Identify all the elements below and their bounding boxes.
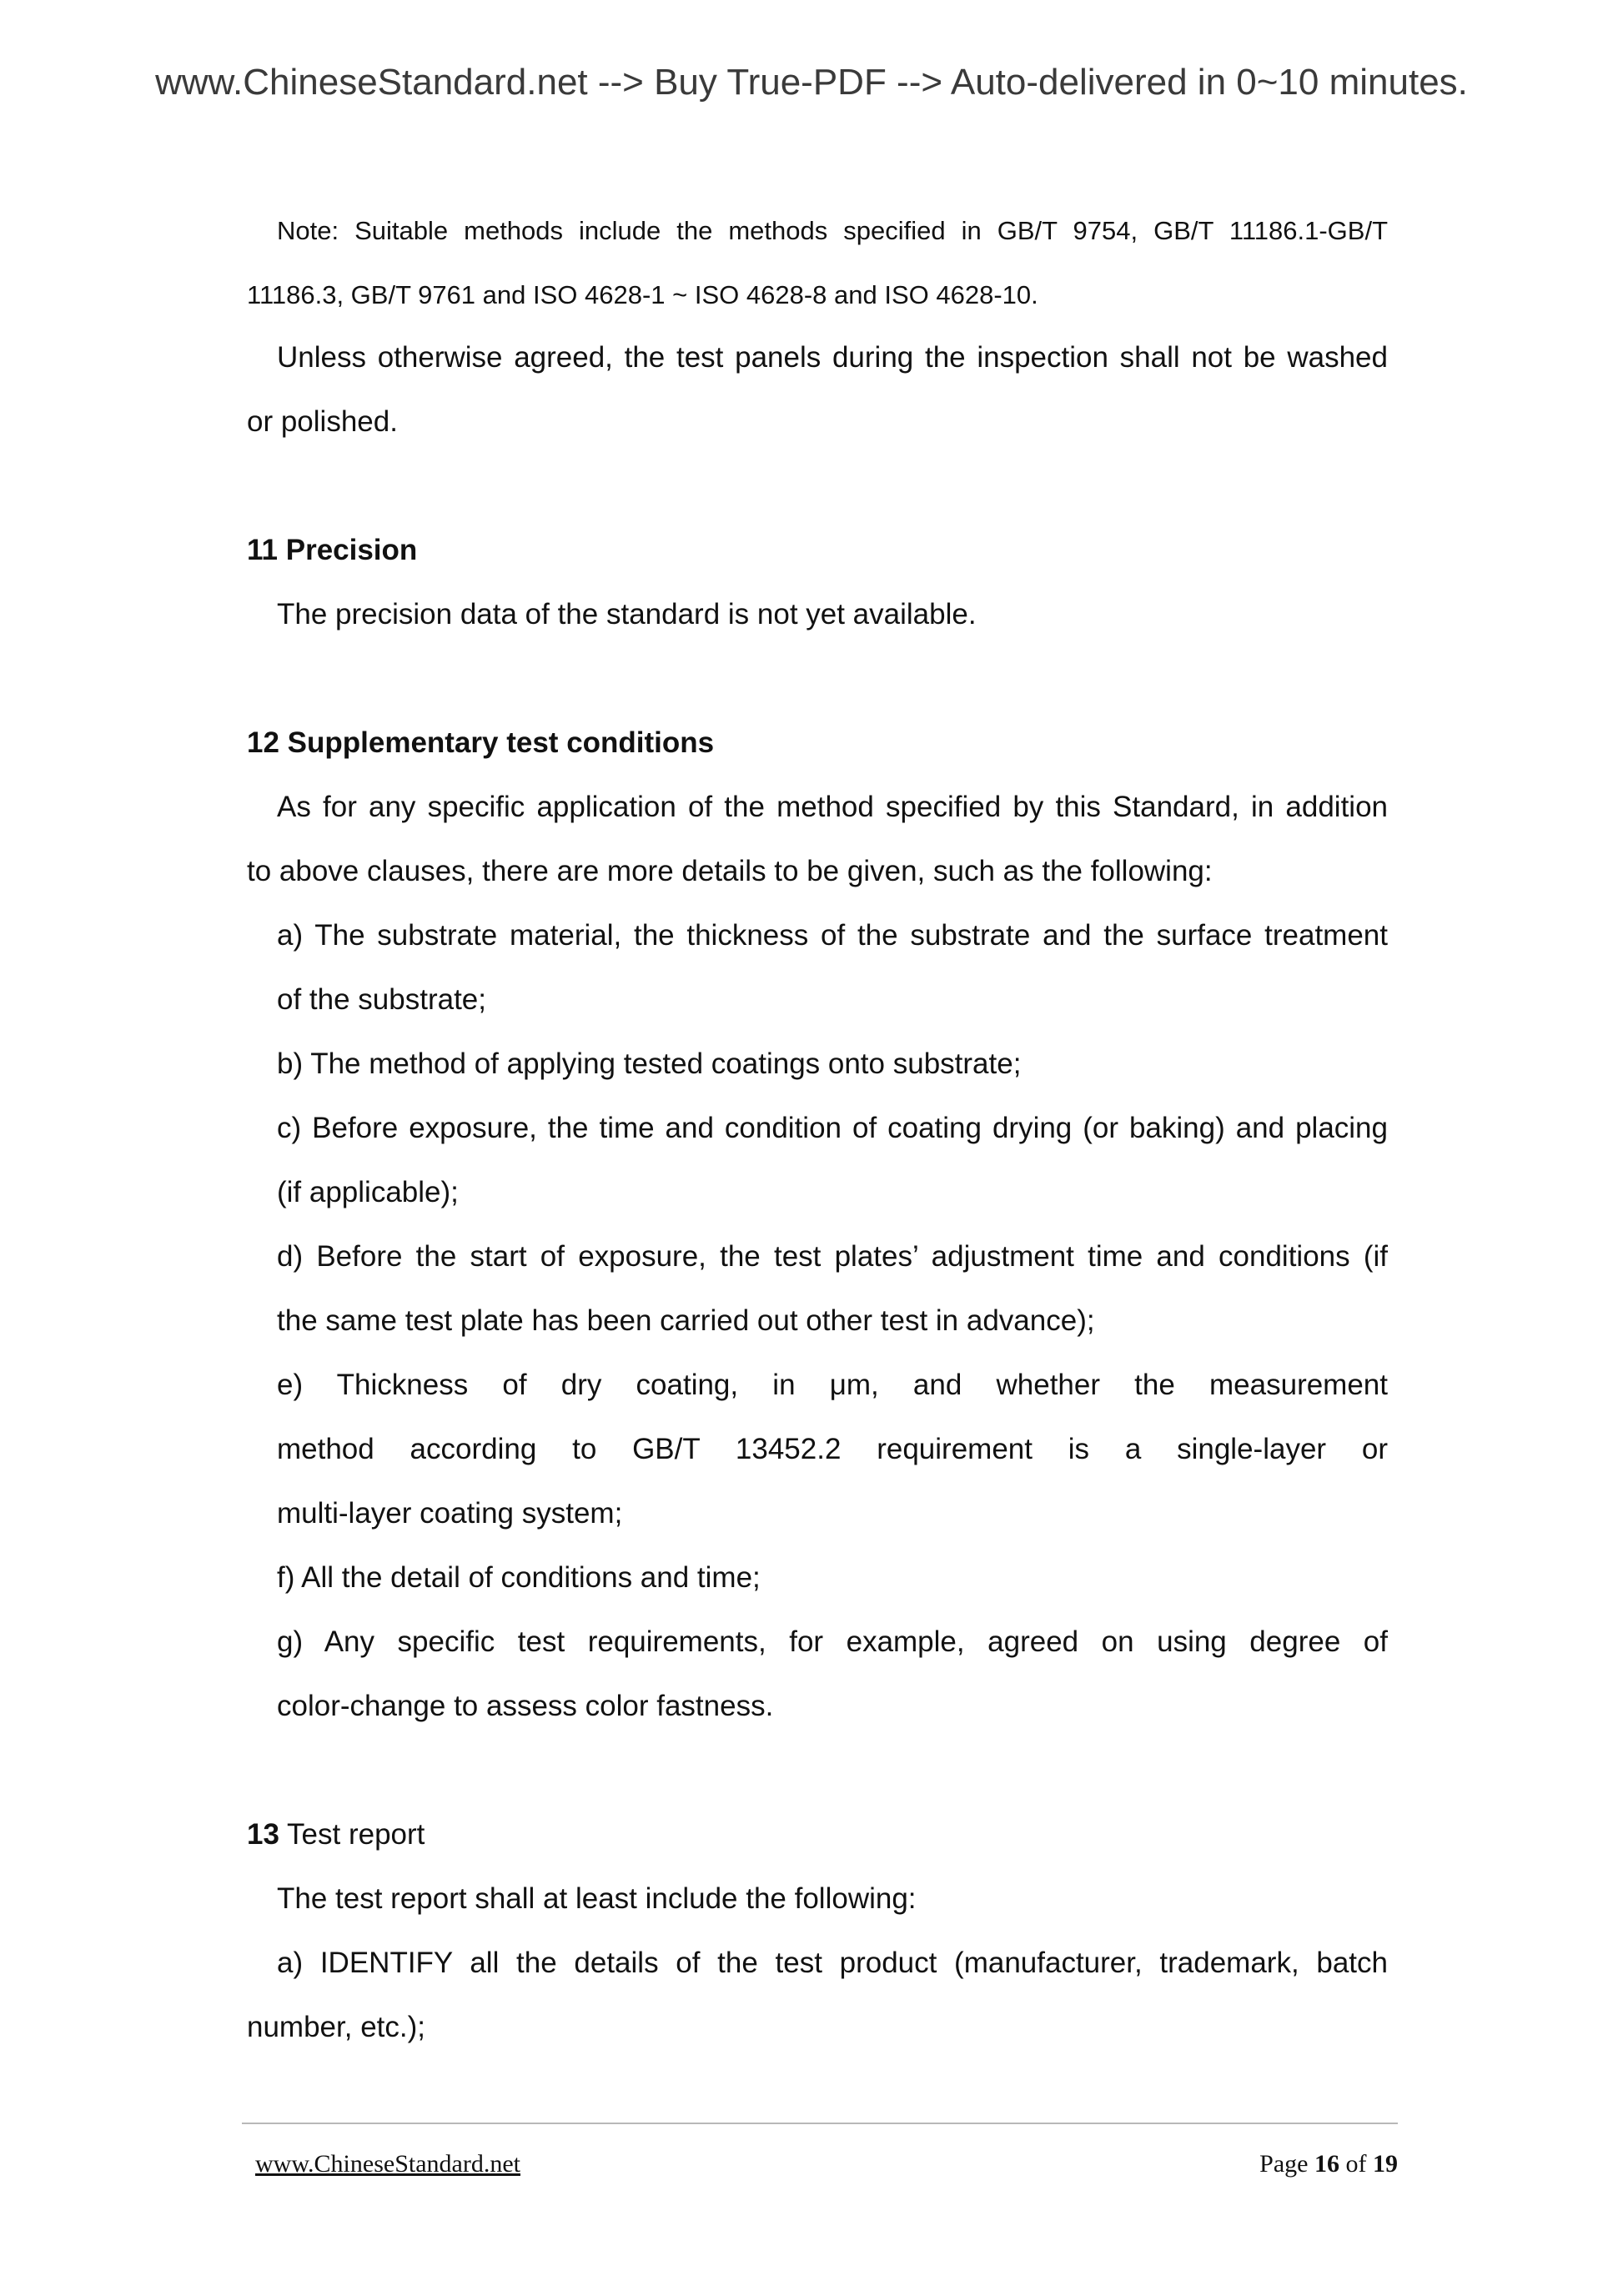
list-item-e-line-3: multi-layer coating system; [277,1497,623,1530]
list-item-b: b) The method of applying tested coatings onto substrate; [277,1048,1022,1080]
page-of: of [1339,2150,1373,2178]
section-12-intro-line-1: As for any specific application of the method specified by this Standard, in addition [277,791,1388,823]
page-number [1259,2150,1398,2178]
page-total: 19 [1373,2150,1398,2178]
list-item-f: f) All the detail of conditions and time; [277,1561,761,1594]
footer-divider [242,2123,1398,2124]
note-line-1: Note: Suitable methods include the methods specified in GB/T 9754, GB/T 11186.1-GB/T [277,216,1388,245]
header-banner: www.ChineseStandard.net --> Buy True-PDF --> Auto-delivered in 0~10 minutes. [155,62,1468,103]
unless-line-2: or polished. [247,405,398,438]
list-item-g-line-1: g) Any specific test requirements, for example, agreed on using degree of [277,1625,1388,1658]
list-item-d-line-1: d) Before the start of exposure, the test plates’ adjustment time and conditions (if [277,1240,1388,1273]
list-item-d-line-2: the same test plate has been carried out other test in advance); [277,1304,1095,1337]
section-12-intro-line-2: to above clauses, there are more details to be given, such as the following: [247,855,1213,887]
section-11-heading: 11 Precision [247,534,418,566]
list-item-c-line-1: c) Before exposure, the time and condition of coating drying (or baking) and placing [277,1112,1388,1144]
list-item-e-line-2: method according to GB/T 13452.2 requirement is a single-layer or [277,1433,1388,1465]
list-item-e-line-1: e) Thickness of dry coating, in μm, and whether the measurement [277,1369,1388,1401]
unless-line-1: Unless otherwise agreed, the test panels during the inspection shall not be washed [277,341,1388,374]
section-13-item-a-line-2: number, etc.); [247,2011,425,2043]
note-line-2: 11186.3, GB/T 9761 and ISO 4628-1 ~ ISO 4628-8 and ISO 4628-10. [247,280,1038,309]
section-13-intro: The test report shall at least include the following: [277,1882,917,1915]
list-item-c-line-2: (if applicable); [277,1176,459,1208]
list-item-a-line-1: a) The substrate material, the thickness of the substrate and the surface treatment [277,919,1388,952]
section-13-item-a-line-1: a) IDENTIFY all the details of the test product (manufacturer, trademark, batch [277,1947,1388,1979]
section-11-text: The precision data of the standard is not yet available. [277,598,977,631]
footer-website-link[interactable]: www.ChineseStandard.net [255,2150,520,2178]
page-current: 16 [1314,2150,1339,2178]
list-item-g-line-2: color-change to assess color fastness. [277,1690,774,1722]
section-12-heading: 12 Supplementary test conditions [247,726,715,759]
page-prefix: Page [1259,2150,1314,2178]
section-13-heading [247,1818,425,1851]
section-13-title: Test report [279,1818,425,1851]
list-item-a-line-2: of the substrate; [277,983,486,1016]
section-13-number: 13 [247,1818,279,1851]
